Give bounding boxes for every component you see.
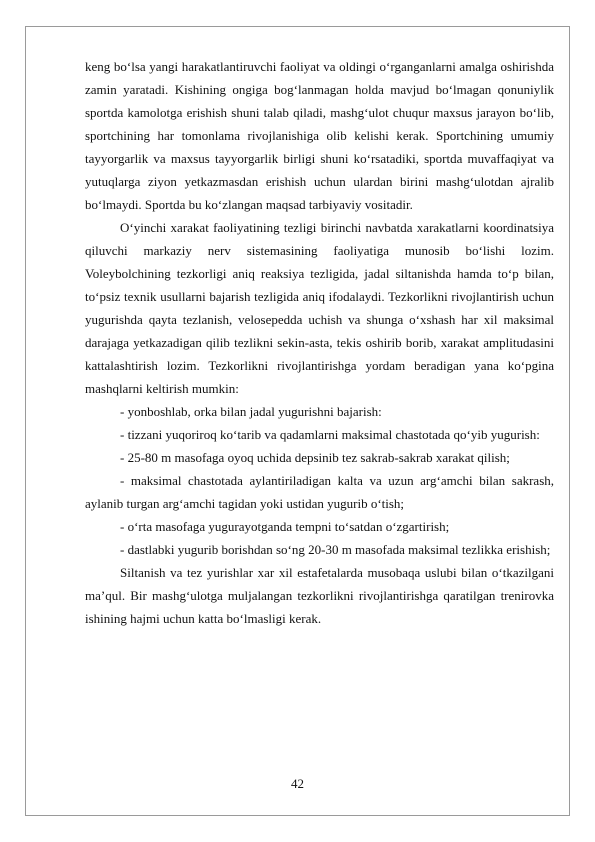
list-item-1: - yonboshlab, orka bilan jadal yugurishni bajarish: (120, 404, 382, 419)
list-item-2: - tizzani yuqoriroq ko‘tarib va qadamlarni maksimal chastotada qo‘yib yugurish: (120, 427, 540, 442)
list-item-6: - dastlabki yugurib borishdan so‘ng 20-30 m masofada maksimal tezlikka erishish; (120, 542, 551, 557)
list-item-3: - 25-80 m masofaga oyoq uchida depsinib tez sakrab-sakrab xarakat qilish; (120, 450, 510, 465)
list-item-5: - o‘rta masofaga yugurayotganda tempni to‘satdan o‘zgartirish; (120, 519, 450, 534)
paragraph-3: Siltanish va tez yurishlar xar xil estafetalarda musobaqa uslubi bilan o‘tkazilgani ma’qul. Bir mashg‘ulotga muljalangan tezkorlikni rivojlantirishga qaratilgan trenirovka ishining hajmi uchun katta bo‘lmasligi kerak. (85, 565, 554, 626)
page-number: 42 (291, 776, 304, 791)
paragraph-1: keng bo‘lsa yangi harakatlantiruvchi faoliyat va oldingi o‘rganganlarni amalga oshirishda zamin yaratadi. Kishining ongiga bog‘lanmagan holda mavjud bo‘lmagan qonuniylik sportda kamolotga erishish shuni talab qiladi, mashg‘ulot chuqur maxsus jarayon bo‘lib, sportchining har tomonlama rivojlanishiga olib kelishi kerak. Sportchining umumiy tayyorgarlik va maxsus tayyorgarlik birligi shuni ko‘rsatadiki, sportda muvaffaqiyat va yutuqlarga ziyon yetkazmasdan erishish uchun ulardan birini mashg‘ulotdan ajralib bo‘lmaydi. Sportda bu ko‘zlangan maqsad tarbiyaviy vositadir. (85, 59, 554, 212)
document-body (85, 55, 554, 630)
paragraph-2: O‘yinchi xarakat faoliyatining tezligi birinchi navbatda xarakatlarni koordinatsiya qiluvchi markaziy nerv sistemasining faoliyatiga munosib bo‘lishi lozim. Voleybolchining tezkorligi aniq reaksiya tezligida, jadal siltanishda hamda to‘p bilan, to‘psiz texnik usullarni bajarish tezligida aniq ifodalaydi. Tezkorlikni rivojlantirish uchun yugurishda qayta tezlanish, velosepedda uchish va shunga o‘xshash har xil maksimal darajaga yetkazadigan qilib tezlikni sekin-asta, tekis oshirib borib, xarakat amplitudasini kattalashtirish lozim. Tezkorlikni rivojlantirishga yordam beradigan yana ko‘pgina mashqlarni keltirish mumkin: (85, 220, 554, 396)
list-item-4: - maksimal chastotada aylantiriladigan kalta va uzun arg‘amchi bilan sakrash, aylanib turgan arg‘amchi tagidan yoki ustidan yugurib o‘tish; (85, 473, 554, 511)
